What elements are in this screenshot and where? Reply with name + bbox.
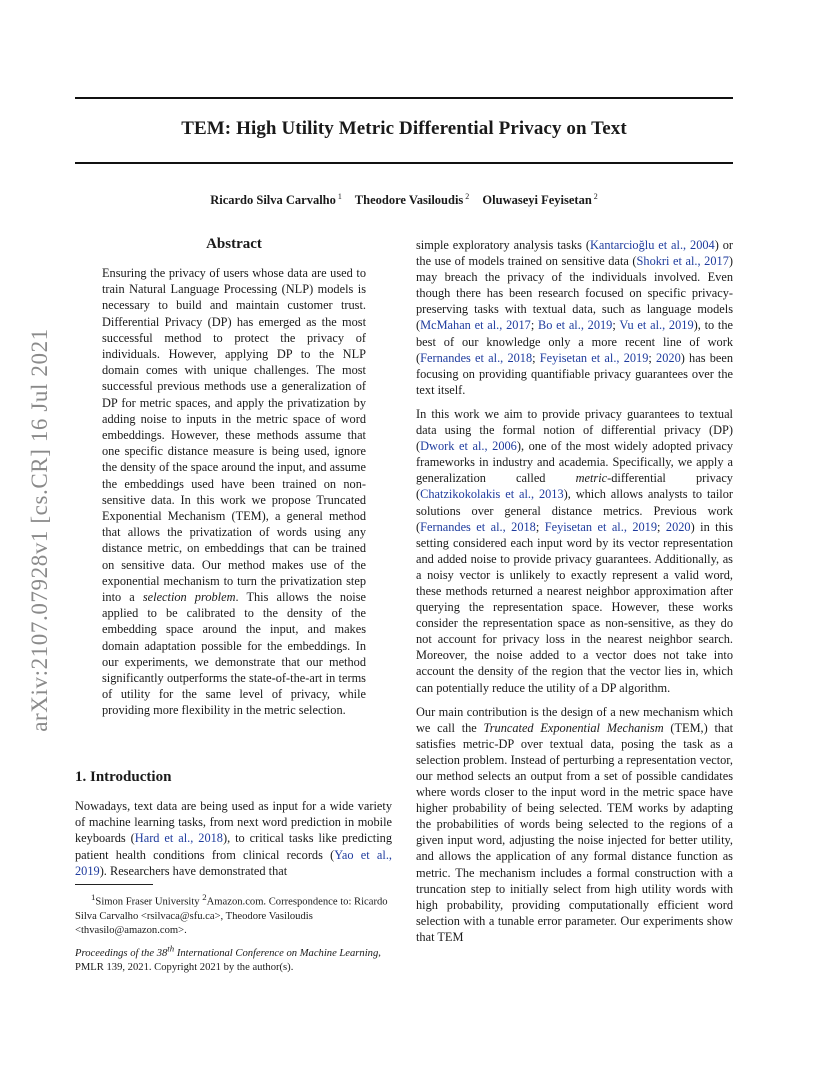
body-text: ), which allows analysts to tailor solutions over general distance metrics. Previous work ( bbox=[416, 487, 733, 534]
intro-text: ). Researchers have demonstrated that bbox=[99, 863, 288, 878]
author-affiliation-mark: 2 bbox=[465, 192, 470, 201]
citation-link[interactable]: Kantarcioğlu et al., 2004 bbox=[589, 238, 715, 252]
citation-link[interactable]: McMahan et al., 2017 bbox=[420, 318, 531, 333]
title-rule-bottom bbox=[75, 162, 733, 164]
intro-text: ), to critical tasks like predicting patient health conditions from clinical records ( bbox=[75, 831, 393, 862]
right-column bbox=[416, 237, 733, 945]
author-list bbox=[75, 192, 733, 208]
body-text: ; bbox=[657, 519, 666, 534]
title-rule-top bbox=[75, 97, 733, 99]
abstract-emphasis: selection problem bbox=[142, 590, 236, 605]
body-text: -differential privacy ( bbox=[416, 471, 733, 502]
body-text: Our main contribution is the design of a new mechanism which we call the bbox=[416, 704, 733, 735]
affiliation-footnote bbox=[75, 890, 395, 938]
author-name: Theodore Vasiloudis bbox=[354, 193, 464, 207]
citation-link[interactable]: Bo et al., 2019 bbox=[538, 318, 613, 333]
citation-link[interactable]: Fernandes et al., 2018 bbox=[420, 350, 533, 365]
proceedings-superscript: th bbox=[167, 943, 175, 953]
body-text: ; bbox=[648, 350, 657, 365]
proceedings-text: , PMLR 139, 2021. Copyright 2021 by the author(s). bbox=[75, 947, 381, 973]
citation-link[interactable]: Dwork et al., 2006 bbox=[420, 439, 517, 454]
proceedings-note bbox=[75, 941, 395, 975]
arxiv-stamp: arXiv:2107.07928v1 [cs.CR] 16 Jul 2021 bbox=[27, 328, 52, 732]
footnote-mark: 1 bbox=[91, 892, 96, 902]
author-affiliation-mark: 1 bbox=[337, 192, 342, 201]
body-text: simple exploratory analysis tasks ( bbox=[416, 238, 590, 252]
author-name: Oluwaseyi Feyisetan bbox=[482, 193, 592, 207]
citation-link[interactable]: Feyisetan et al., 2019 bbox=[539, 350, 649, 365]
paper-title: TEM: High Utility Metric Differential Privacy on Text bbox=[181, 118, 627, 139]
abstract-text bbox=[102, 265, 366, 719]
citation-link[interactable]: Feyisetan et al., 2019 bbox=[544, 519, 658, 534]
body-text: ), one of the most widely adopted privacy frameworks in industry and academia. Specifically, we apply a generalization called bbox=[416, 439, 733, 486]
section-heading-introduction: 1. Introduction bbox=[75, 769, 172, 785]
body-text: ), to the best of our knowledge only a more recent line of work ( bbox=[416, 318, 734, 365]
body-text: (TEM,) that satisfies metric-DP over textual data, posing the task as a selection problem. Instead of perturbing a representation vector, our method selects an output from a set of possible candidates where words closer to the input word in the metric space have higher probability of being selected. TEM works by adapting the probabilities of words being selected to the regions of a given input word, adjusting the noise injected for better utility, and allows the application of any formal distance function as metric. The mechanism includes a formal construction with a truncation step to initially select from high utility words with high probability, providing computationally efficient word selection with a tunable error parameter. Our experiments show that TEM bbox=[416, 720, 733, 944]
abstract-text-part: . This allows the noise applied to be calibrated to the density of the embedding space around the input, and makes domain adaptation possible for the embeddings. In our experiments, we demonstrate that our method significantly outperforms the state-of-the-art in terms of utility for the same level of privacy, while providing more flexibility in the metric selection. bbox=[102, 590, 366, 718]
body-paragraph bbox=[416, 406, 733, 696]
proceedings-text: International Conference on Machine Learning bbox=[174, 947, 379, 959]
body-text: ; bbox=[535, 519, 545, 534]
body-text: ) may breach the privacy of the individuals involved. Even though there has been research focused on specific privacy-preserving tasks with textual data, such as language models ( bbox=[416, 254, 733, 333]
footnote-mark: 2 bbox=[202, 892, 207, 902]
body-text: ) has been focusing on providing quantifiable privacy guarantees over the text itself. bbox=[416, 350, 734, 397]
body-text: ; bbox=[532, 350, 540, 365]
body-emphasis: Truncated Exponential Mechanism bbox=[483, 720, 664, 735]
intro-text: Nowadays, text data are being used as input for a wide variety of machine learning tasks, from next word prediction in mobile keyboards ( bbox=[75, 799, 392, 846]
citation-link[interactable]: Hard et al., 2018 bbox=[134, 831, 223, 846]
introduction-paragraph bbox=[75, 798, 392, 879]
abstract-text-part: Ensuring the privacy of users whose data are used to train Natural Language Processing (NLP) models is necessary to build and maintain customer trust. Differential Privacy (DP) has emerged as the most successful method to protect the privacy of individuals. However, applying DP to the NLP domain comes with unique challenges. The most successful previous methods use a generalization of DP for metric spaces, and apply the privatization by adding noise to inputs in the metric space of word embeddings. However, these methods assume that one specific distance measure is being used, ignore the density of the space around the input, and assume the embeddings used have been trained on non-sensitive data. In this work we propose Truncated Exponential Mechanism (TEM), a general method that allows the privatization of words using any distance metric, on embeddings that can be trained on sensitive data. Our method makes use of the exponential mechanism to turn the privatization step into a bbox=[102, 266, 366, 605]
abstract-heading: Abstract bbox=[206, 236, 262, 252]
citation-link[interactable]: Yao et al., 2019 bbox=[75, 847, 393, 878]
body-text: ; bbox=[530, 318, 538, 333]
citation-link[interactable]: 2020 bbox=[665, 519, 691, 534]
author-affiliation-mark: 2 bbox=[593, 192, 598, 201]
body-emphasis: metric bbox=[575, 471, 608, 486]
body-paragraph bbox=[416, 237, 733, 398]
proceedings-text: Proceedings of the 38 bbox=[75, 947, 168, 959]
citation-link[interactable]: Vu et al., 2019 bbox=[619, 318, 694, 333]
body-text: ) in this setting considered each input word by its vector representation and added noise to provide privacy guarantees. Additionally, as a noisy vector is unlikely to exactly represent a valid word, these methods returned a nearest neighbor approximation after querying the representation space. However, these works consider the representation space as non-sensitive, as they do not account for privacy loss in the nearest neighbor search. Moreover, the noise added to a vector does not take into account the density of the region that the vector lies in, which can potentially reduce the utility of a DP algorithm. bbox=[416, 519, 734, 695]
footnote-text: Simon Fraser University bbox=[95, 896, 203, 908]
citation-link[interactable]: Fernandes et al., 2018 bbox=[420, 519, 536, 534]
author-name: Ricardo Silva Carvalho bbox=[210, 193, 336, 207]
body-paragraph bbox=[416, 704, 733, 945]
citation-link[interactable]: 2020 bbox=[656, 350, 681, 365]
citation-link[interactable]: Shokri et al., 2017 bbox=[636, 254, 729, 269]
citation-link[interactable]: Chatzikokolakis et al., 2013 bbox=[420, 487, 564, 502]
body-text: In this work we aim to provide privacy guarantees to textual data using the formal notion of differential privacy (DP) ( bbox=[416, 406, 733, 454]
footnote-text: Amazon.com. Correspondence to: Ricardo Silva Carvalho <rsilvaca@sfu.ca>, Theodore Vasiloudis <thvasilo@amazon.com>. bbox=[75, 896, 388, 936]
body-text: ) or the use of models trained on sensitive data ( bbox=[416, 238, 733, 269]
body-text: ; bbox=[612, 318, 620, 333]
footnote-rule bbox=[75, 884, 153, 885]
